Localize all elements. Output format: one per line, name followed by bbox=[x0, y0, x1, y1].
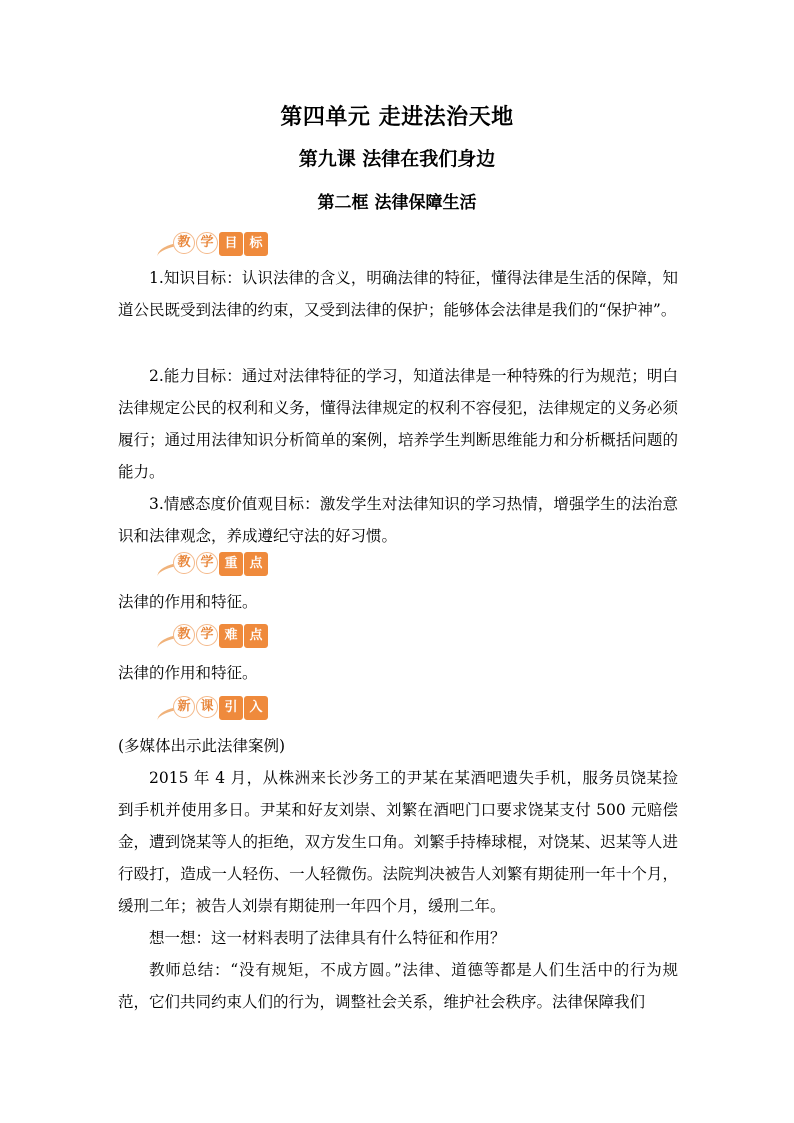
intro-teacher-summary: 教师总结：“没有规矩，不成方圆。”法律、道德等都是人们生活中的行为规范，它们共同约束人们的行为，调整社会关系，维护社会秩序。法律保障我们 bbox=[118, 961, 678, 1011]
objective-ability: 2.能力目标：通过对法律特征的学习，知道法律是一种特殊的行为规范；明白法律规定公民的权利和义务，懂得法律规定的权利不容侵犯，法律规定的义务必须履行；通过用法律知识分析简单的案例，培养学生判断思维能力和分析概括问题的能力。 bbox=[118, 367, 678, 481]
intro-badge bbox=[157, 696, 263, 722]
intro-question: 想一想：这一材料表明了法律具有什么特征和作用？ bbox=[149, 929, 506, 947]
badge-char: 课 bbox=[196, 696, 218, 718]
badge-char: 难 bbox=[219, 624, 243, 648]
badge-char: 点 bbox=[244, 552, 268, 576]
badge-char: 标 bbox=[244, 232, 268, 256]
badge-char: 目 bbox=[219, 232, 243, 256]
badge-char: 学 bbox=[196, 232, 218, 254]
difficulties-badge bbox=[157, 624, 263, 650]
section-title: 第二框 法律保障生活 bbox=[317, 193, 477, 213]
objective-knowledge: 1.知识目标：认识法律的含义，明确法律的特征，懂得法律是生活的保障，知道公民既受到法律的约束，又受到法律的保护；能够体会法律是我们的“保护神”。 bbox=[118, 269, 678, 319]
badge-char: 学 bbox=[196, 552, 218, 574]
badge-char: 教 bbox=[173, 232, 195, 254]
key-points-text: 法律的作用和特征。 bbox=[118, 593, 258, 611]
badge-char: 入 bbox=[244, 696, 268, 720]
badge-char: 点 bbox=[244, 624, 268, 648]
lesson-title: 第九课 法律在我们身边 bbox=[298, 148, 496, 170]
badge-char: 学 bbox=[196, 624, 218, 646]
intro-case-text: 2015 年 4 月，从株洲来长沙务工的尹某在某酒吧遗失手机，服务员饶某捡到手机并使用多日。尹某和好友刘崇、刘繁在酒吧门口要求饶某支付 500 元赔偿金，遭到饶某等人的拒绝，双方发生口角。刘繁手持棒球棍，对饶某、迟某等人进行殴打，造成一人轻伤、一人轻微伤。法院判决被告人刘繁有期徒刑一年十个月，缓刑二年；被告人刘崇有期徒刑一年四个月，缓刑二年。 bbox=[118, 769, 678, 915]
badge-char: 教 bbox=[173, 552, 195, 574]
intro-multimedia-note: (多媒体出示此法律案例) bbox=[118, 737, 286, 755]
badge-char: 教 bbox=[173, 624, 195, 646]
key-points-badge bbox=[157, 552, 263, 578]
objectives-badge bbox=[157, 232, 263, 258]
difficulties-text: 法律的作用和特征。 bbox=[118, 664, 258, 682]
badge-char: 重 bbox=[219, 552, 243, 576]
unit-title: 第四单元 走进法治天地 bbox=[280, 105, 514, 130]
badge-char: 引 bbox=[219, 696, 243, 720]
objective-attitude: 3.情感态度价值观目标：激发学生对法律知识的学习热情，增强学生的法治意识和法律观念，养成遵纪守法的好习惯。 bbox=[118, 495, 678, 545]
badge-char: 新 bbox=[173, 696, 195, 718]
